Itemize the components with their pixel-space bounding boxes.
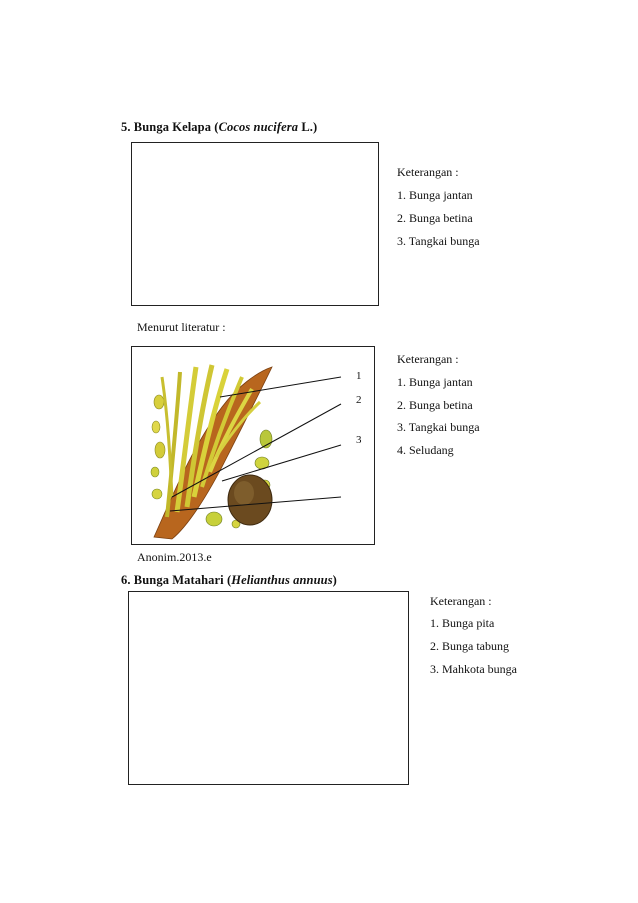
section-6-heading: [121, 573, 337, 588]
lit-keterangan-item: 3. Tangkai bunga: [397, 420, 480, 434]
figure-source: Anonim.2013.e: [137, 550, 212, 564]
literature-label: Menurut literatur :: [137, 320, 226, 334]
figure-label-3: 3: [356, 434, 362, 446]
observation-drawing-box-2: [128, 591, 409, 785]
observation-drawing-box: [131, 142, 379, 306]
figure-label-1: 1: [356, 370, 362, 382]
keterangan-item-2: 3. Mahkota bunga: [430, 662, 517, 676]
keterangan-item: 2. Bunga betina: [397, 211, 473, 225]
keterangan-item: 3. Tangkai bunga: [397, 234, 480, 248]
heading-text-suffix: ): [332, 573, 337, 587]
scientific-name: Helianthus annuus: [231, 573, 333, 587]
keterangan-item-2: 2. Bunga tabung: [430, 639, 509, 653]
lit-keterangan-item: 4. Seludang: [397, 443, 454, 457]
keterangan-title-2: Keterangan :: [430, 594, 492, 608]
keterangan-item: 1. Bunga jantan: [397, 188, 473, 202]
heading-text: 6. Bunga Matahari (: [121, 573, 232, 587]
lit-keterangan-item: 1. Bunga jantan: [397, 375, 473, 389]
lit-keterangan-title: Keterangan :: [397, 352, 459, 366]
figure-label-2: 2: [356, 394, 362, 406]
scientific-name: Cocos nucifera: [218, 120, 299, 134]
lit-keterangan-item: 2. Bunga betina: [397, 398, 473, 412]
section-5-heading: [121, 120, 317, 135]
heading-text-suffix: L.): [298, 120, 318, 134]
coconut-flower-illustration: [132, 347, 374, 544]
literature-figure-box: [131, 346, 375, 545]
heading-text: 5. Bunga Kelapa (: [121, 120, 219, 134]
keterangan-title: Keterangan :: [397, 165, 459, 179]
keterangan-item-2: 1. Bunga pita: [430, 616, 495, 630]
